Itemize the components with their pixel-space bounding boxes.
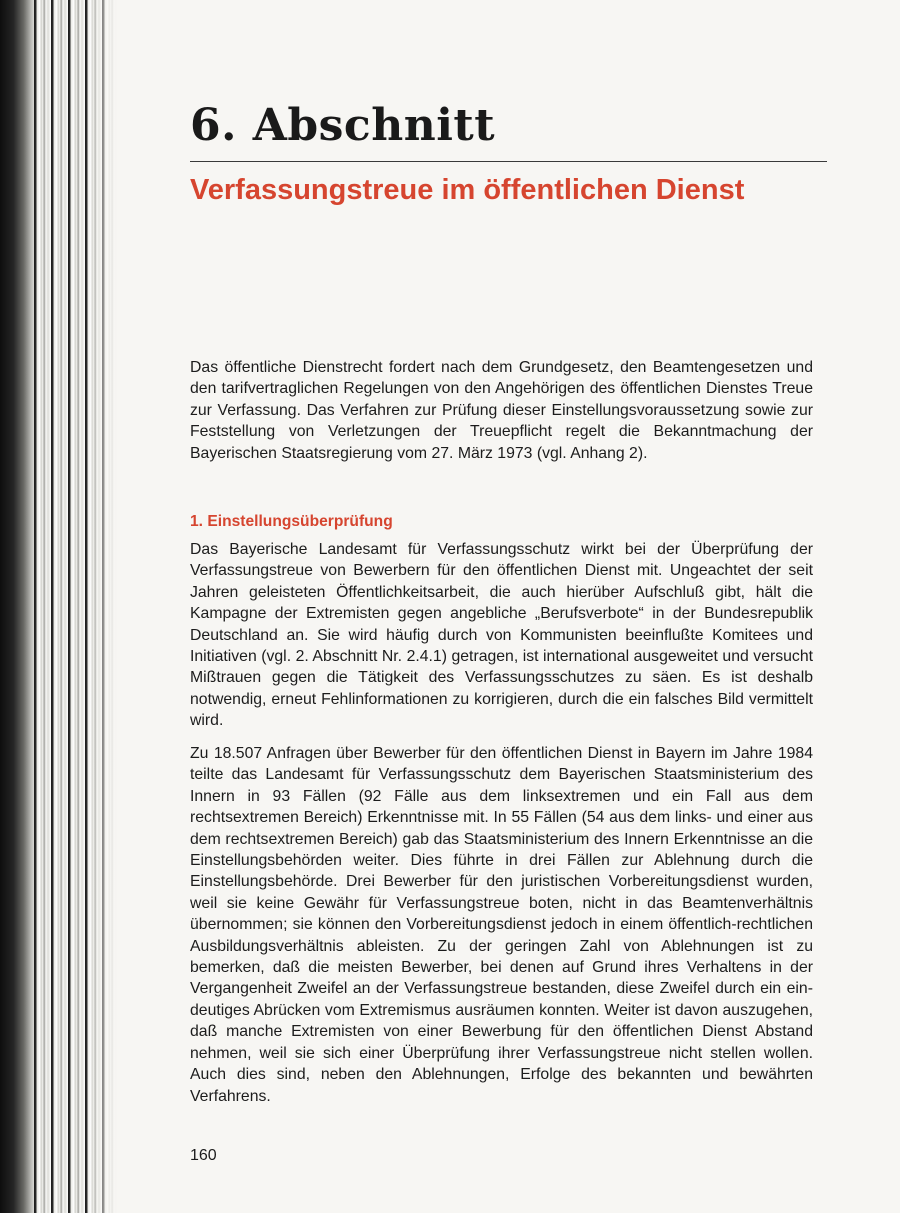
section-paragraph-2: Zu 18.507 Anfragen über Bewerber für den öffentlichen Dienst in Bayern im Jahre 1984 teilte das Landesamt für Verfassungsschutz dem Bayerischen Staatsministerium des Innern in 93 Fällen (92 Fälle aus dem linksextremen und ein Fall aus dem rechtsextremen Bereich) Erkenntnisse mit. In 55 Fällen (54 aus dem links- und einer aus dem rechtsextremen Bereich) gab das Staatsministerium des Innern Erkenntnisse an die Einstellungsbehörden weiter. Dies führte in drei Fällen zur Ablehnung durch die Einstellungsbehörde. Drei Bewerber für den juristischen Vorbereitungsdienst wurden, weil sie keine Gewähr für Verfassungstreue boten, nicht in das Beamtenverhältnis übernommen; sie können den Vorbereitungsdienst jedoch in einem öffentlich-rechtlichen Ausbildungsverhältnis ableisten. Zu der geringen Zahl von Ablehnungen ist zu bemerken, daß die meisten Bewerber, bei denen auf Grund ihres Verhaltens in der Vergangenheit Zweifel an der Verfassungstreue bestanden, diese Zweifel durch ein eindeutiges Abrücken vom Extremismus ausräumen konnten. Weiter ist davon auszugehen, daß manche Extremisten von einer Bewerbung für den öffentlichen Dienst Abstand nehmen, weil sie sich einer Überprüfung ihrer Verfassungstreue nicht stellen wollen. Auch dies sind, neben den Ablehnungen, Erfolge des bekannten und bewährten Verfahrens. xyxy=(190,745,813,1105)
heading-divider xyxy=(190,161,827,162)
page-number: 160 xyxy=(190,1147,217,1164)
chapter-subtitle: Verfassungstreue im öffentlichen Dienst xyxy=(190,174,745,206)
intro-paragraph: Das öffentliche Dienstrecht fordert nach dem Grundgesetz, den Beamtengesetzen und den tarifvertraglichen Regelungen von den Angehörigen des öffentlichen Dienstes Treue zur Verfassung. Das Verfahren zur Prüfung dieser Einstellungsvoraussetzung sowie zur Feststellung von Verletzungen der Treuepflicht regelt die Bekanntmachung der Bayerischen Staatsregierung vom 27. März 1973 (vgl. Anhang 2). xyxy=(190,359,813,462)
book-page-edge xyxy=(0,0,118,1213)
section-heading: 1. Einstellungsüberprüfung xyxy=(190,513,393,530)
section-paragraph-1: Das Bayerische Landesamt für Verfassungsschutz wirkt bei der Überprüfung der Verfassungstreue von Bewerbern für den öffentlichen Dienst mit. Ungeachtet der seit Jahren geleisteten Öffentlichkeitsarbeit, die auch hierüber Aufschluß gibt, hält die Kampagne der Extremisten gegen angebliche „Berufsverbote“ in der Bundesrepublik Deutschland an. Sie wird häufig durch von Kommunisten beeinflußte Komitees und Initiativen (vgl. 2. Abschnitt Nr. 2.4.1) getragen, ist international ausgeweitet und versucht Mißtrauen gegen die Tätigkeit des Verfassungsschutzes zu säen. Es ist deshalb notwendig, erneut Fehlinformationen zu korrigieren, durch die ein falsches Bild vermittelt wird. xyxy=(190,541,813,730)
chapter-heading: 6. Abschnitt xyxy=(190,100,496,151)
